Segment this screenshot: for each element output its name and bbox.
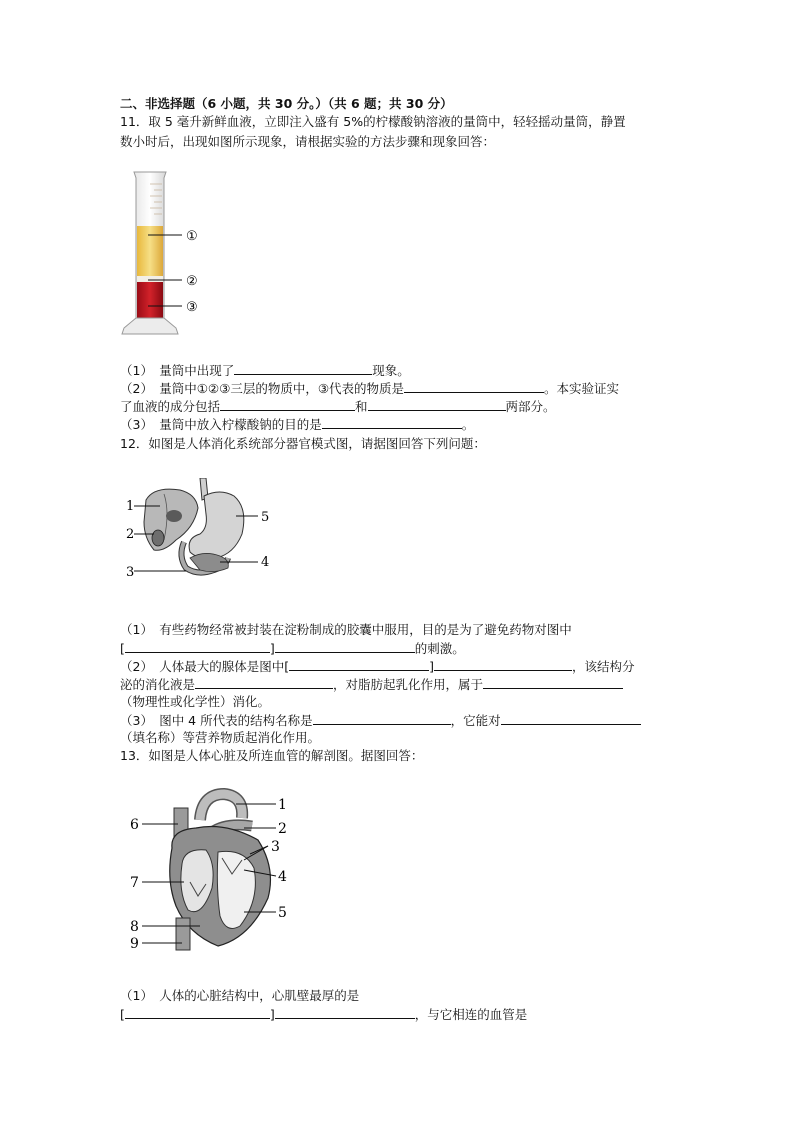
heart-label-8: 8 xyxy=(130,919,139,935)
heart-label-7: 7 xyxy=(130,875,139,891)
cylinder-label-1: ① xyxy=(186,229,198,244)
q12-answer-blank-8[interactable] xyxy=(501,712,641,725)
q12-answer-blank-2[interactable] xyxy=(275,640,415,653)
cylinder-label-2: ② xyxy=(186,274,198,289)
heart-label-6: 6 xyxy=(130,817,139,833)
cylinder-label-3: ③ xyxy=(186,300,198,315)
heart-label-5: 5 xyxy=(278,905,287,921)
digestive-label-3: 3 xyxy=(126,565,135,580)
q12-answer-blank-6[interactable] xyxy=(483,676,623,689)
q11-stem-line2: 数小时后，出现如图所示现象，请根据实验的方法步骤和现象回答： xyxy=(120,134,496,149)
q11-stem-line1: 11．取 5 毫升新鲜血液，立即注入盛有 5%的柠檬酸钠溶液的量筒中，轻轻摇动量筒，静置 xyxy=(120,114,626,129)
digestive-system-figure xyxy=(124,478,274,586)
q13-stem: 13．如图是人体心脏及所连血管的解剖图。据图回答： xyxy=(120,748,424,763)
q12-part3-cont: （填名称）等营养物质起消化作用。 xyxy=(120,730,321,745)
q11-part2-cont: 了血液的成分包括 和 两部分。 xyxy=(120,399,556,414)
q12-part2-cont: 泌的消化液是 ，对脂肪起乳化作用，属于 xyxy=(120,676,623,693)
q12-part2: （2） 人体最大的腺体是图中[ ] ，该结构分 xyxy=(120,659,635,674)
q11-part1: （1） 量筒中出现了 现象。 xyxy=(120,363,410,378)
q12-answer-blank-3[interactable] xyxy=(289,658,429,671)
heart-label-4: 4 xyxy=(278,869,287,885)
heart-label-2: 2 xyxy=(278,821,287,837)
heart-label-1: 1 xyxy=(278,797,287,813)
heart-label-9: 9 xyxy=(130,936,139,952)
heart-anatomy-figure xyxy=(126,788,306,958)
q11-answer-blank-4[interactable] xyxy=(368,398,506,411)
q12-stem: 12．如图是人体消化系统部分器官模式图，请据图回答下列问题： xyxy=(120,436,486,451)
digestive-label-5: 5 xyxy=(261,510,270,525)
q12-part1: （1） 有些药物经常被封装在淀粉制成的胶囊中服用，目的是为了避免药物对图中 xyxy=(120,622,572,637)
graduated-cylinder-figure xyxy=(118,168,218,344)
q11-part2: （2） 量筒中①②③三层的物质中，③代表的物质是 。本实验证实 xyxy=(120,381,620,396)
q13-answer-blank-2[interactable] xyxy=(275,1006,415,1019)
q12-answer-blank-5[interactable] xyxy=(195,676,333,689)
q11-answer-blank-5[interactable] xyxy=(322,416,462,429)
q11-answer-blank-1[interactable] xyxy=(234,362,372,375)
q11-answer-blank-3[interactable] xyxy=(220,398,355,411)
q11-answer-blank-2[interactable] xyxy=(404,380,544,393)
q12-answer-blank-7[interactable] xyxy=(313,712,451,725)
q11-part3: （3） 量筒中放入柠檬酸钠的目的是 。 xyxy=(120,417,475,432)
digestive-label-4: 4 xyxy=(261,555,270,570)
q12-part3: （3） 图中 4 所代表的结构名称是 ，它能对 xyxy=(120,712,641,729)
q12-part2-note: （物理性或化学性）消化。 xyxy=(120,694,271,709)
q12-answer-blank-4[interactable] xyxy=(434,658,572,671)
heart-label-3: 3 xyxy=(271,839,280,855)
q13-part1: （1） 人体的心脏结构中，心肌壁最厚的是 xyxy=(120,988,360,1003)
q13-answer-blank-1[interactable] xyxy=(125,1006,270,1019)
q12-part1-cont: [ ] 的刺激。 xyxy=(120,641,465,656)
section-title: 二、非选择题（6 小题，共 30 分。）（共 6 题；共 30 分） xyxy=(120,96,453,111)
q12-answer-blank-1[interactable] xyxy=(125,640,270,653)
digestive-label-2: 2 xyxy=(126,527,135,542)
digestive-label-1: 1 xyxy=(126,499,135,514)
q13-part1-cont: [ ] ，与它相连的血管是 xyxy=(120,1007,528,1022)
